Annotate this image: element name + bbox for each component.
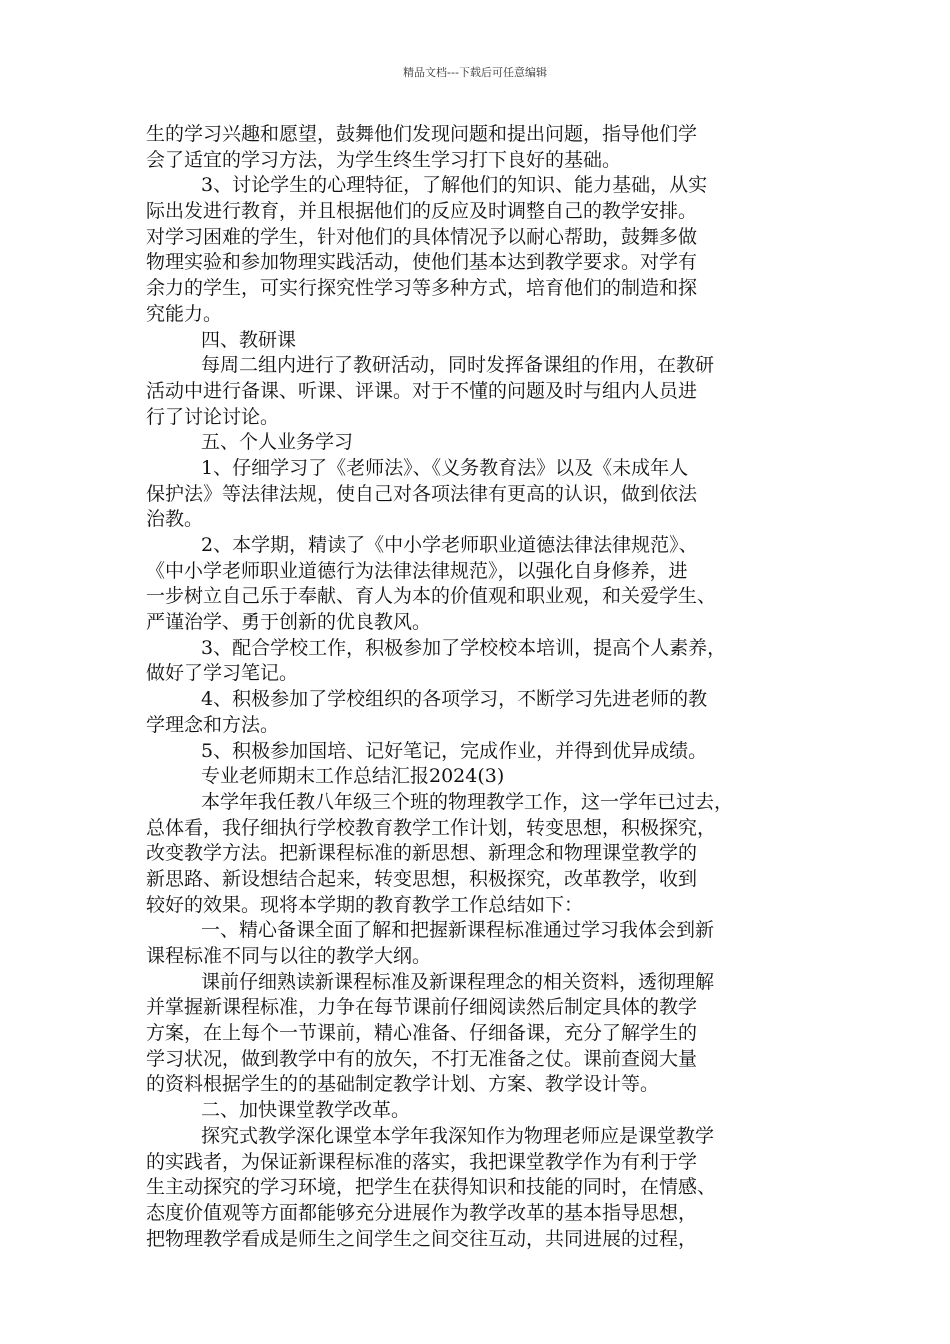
text-line: 学习状况，做到教学中有的放矢，不打无准备之仗。课前查阅大量 — [146, 1047, 698, 1070]
document-body — [146, 122, 808, 1252]
text-line: 严谨治学、勇于创新的优良教风。 — [146, 611, 432, 634]
text-line: 总体看，我仔细执行学校教育教学工作计划，转变思想，积极探究， — [146, 816, 717, 839]
text-line: 做好了学习笔记。 — [146, 662, 299, 685]
text-line: 态度价值观等方面都能够充分进展作为教学改革的基本指导思想， — [146, 1201, 698, 1224]
text-line: 生主动探究的学习环境，把学生在获得知识和技能的同时，在情感、 — [146, 1176, 717, 1199]
text-line: 四、教研课 — [201, 328, 297, 351]
text-line: 较好的效果。现将本学期的教育教学工作总结如下： — [146, 893, 584, 916]
text-line: 专业老师期末工作总结汇报2024(3) — [201, 765, 505, 788]
text-line: 物理实验和参加物理实践活动，使他们基本达到教学要求。对学有 — [146, 251, 698, 274]
text-line: 并掌握新课程标准，力争在每节课前仔细阅读然后制定具体的教学 — [146, 996, 698, 1019]
text-line: 3、讨论学生的心理特征，了解他们的知识、能力基础，从实 — [201, 174, 708, 197]
text-line: 本学年我任教八年级三个班的物理教学工作，这一学年已过去， — [201, 790, 734, 813]
text-line: 的实践者，为保证新课程标准的落实，我把课堂教学作为有利于学 — [146, 1150, 698, 1173]
text-line: 行了讨论讨论。 — [146, 405, 280, 428]
text-line: 方案，在上每个一节课前，精心准备、仔细备课，充分了解学生的 — [146, 1022, 698, 1045]
text-line: 课前仔细熟读新课程标准及新课程理念的相关资料，透彻理解 — [201, 970, 715, 993]
text-line: 改变教学方法。把新课程标准的新思想、新理念和物理课堂教学的 — [146, 842, 698, 865]
text-line: 五、个人业务学习 — [201, 431, 354, 454]
text-line: 生的学习兴趣和愿望，鼓舞他们发现问题和提出问题，指导他们学 — [146, 123, 698, 145]
text-line: 1、仔细学习了《老师法》、《义务教育法》以及《未成年人 — [201, 456, 689, 479]
text-line: 余力的学生，可实行探究性学习等多种方式，培育他们的制造和探 — [146, 277, 698, 300]
text-line: 对学习困难的学生，针对他们的具体情况予以耐心帮助，鼓舞多做 — [146, 225, 698, 248]
text-line: 把物理教学看成是师生之间学生之间交往互动，共同进展的过程， — [146, 1227, 698, 1250]
text-line: 活动中进行备课、听课、评课。对于不懂的问题及时与组内人员进 — [146, 379, 698, 402]
text-line: 2、本学期，精读了《中小学老师职业道德法律法律规范》、 — [201, 534, 698, 556]
text-line: 际出发进行教育，并且根据他们的反应及时调整自己的教学安排。 — [146, 200, 698, 223]
text-line: 5、积极参加国培、记好笔记，完成作业，并得到优异成绩。 — [201, 739, 708, 762]
text-line: 3、配合学校工作，积极参加了学校校本培训，提高个人素养， — [201, 636, 727, 659]
page-header-note: 精品文档---下载后可任意编辑 — [403, 66, 547, 79]
text-line: 探究式教学深化课堂本学年我深知作为物理老师应是课堂教学 — [201, 1124, 715, 1147]
text-line: 二、加快课堂教学改革。 — [201, 1099, 411, 1122]
text-line: 一、精心备课全面了解和把握新课程标准通过学习我体会到新 — [201, 919, 715, 942]
text-line: 每周二组内进行了教研活动，同时发挥备课组的作用，在教研 — [201, 354, 715, 377]
text-line: 新思路、新设想结合起来，转变思想，积极探究，改革教学，收到 — [146, 867, 698, 890]
text-line: 4、积极参加了学校组织的各项学习，不断学习先进老师的教 — [201, 688, 708, 711]
text-line: 保护法》等法律法规，使自己对各项法律有更高的认识，做到依法 — [146, 482, 698, 505]
text-line: 一步树立自己乐于奉献、育人为本的价值观和职业观，和关爱学生、 — [146, 585, 717, 608]
text-line: 会了适宜的学习方法，为学生终生学习打下良好的基础。 — [146, 148, 622, 171]
text-line: 学理念和方法。 — [146, 713, 280, 736]
text-line: 的资料根据学生的的基础制定教学计划、方案、教学设计等。 — [146, 1073, 660, 1096]
text-line: 究能力。 — [146, 302, 223, 325]
text-line: 治教。 — [146, 508, 204, 531]
text-line: 课程标准不同与以往的教学大纲。 — [146, 945, 432, 967]
text-line: 《中小学老师职业道德行为法律法律规范》，以强化自身修养，进 — [146, 559, 688, 582]
